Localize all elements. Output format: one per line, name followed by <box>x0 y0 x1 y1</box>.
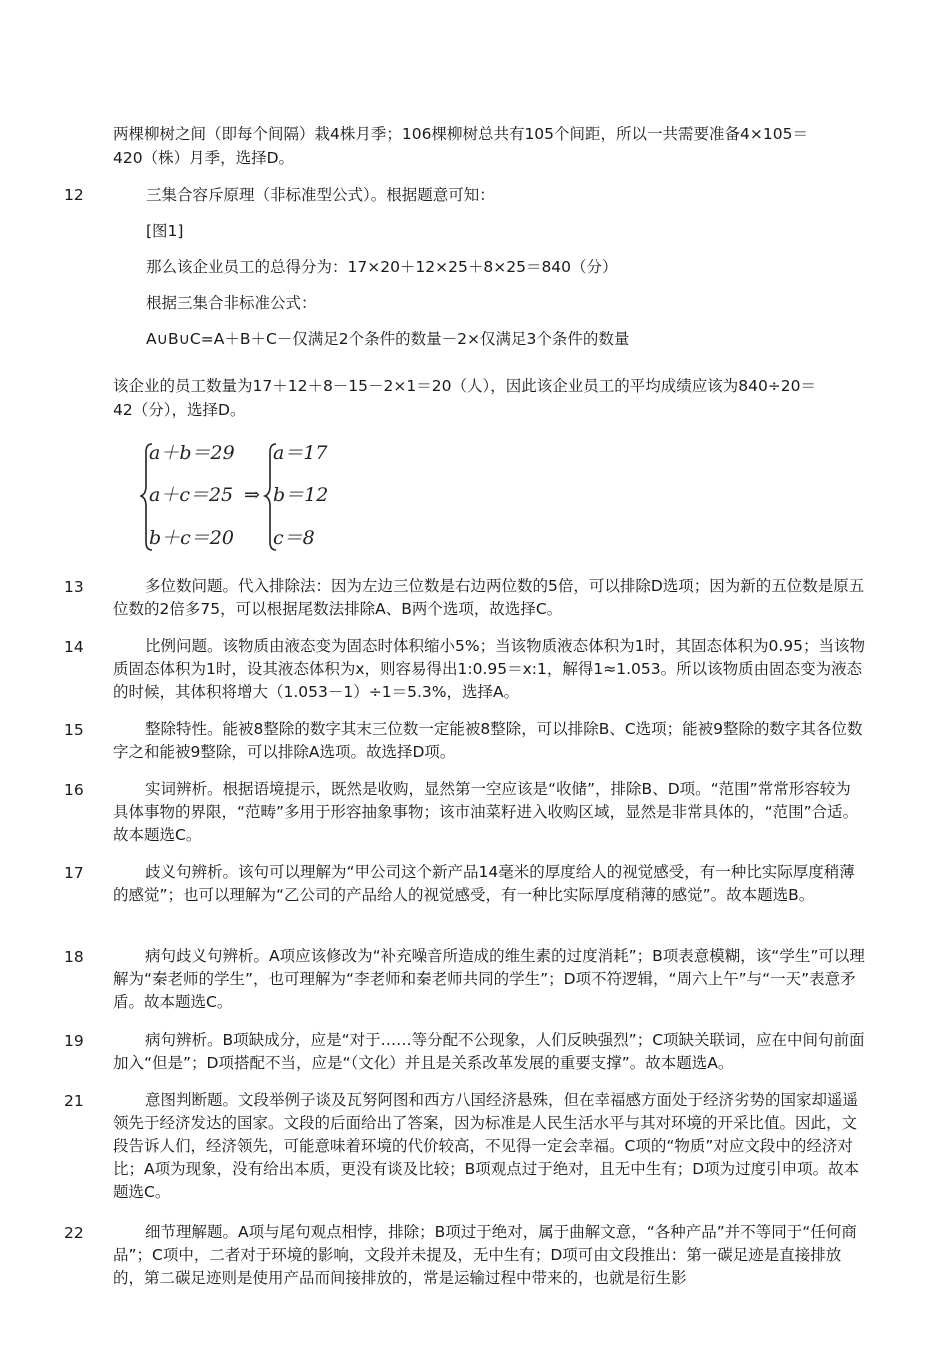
answer-16 <box>113 778 865 847</box>
q12-line-3: 那么该企业员工的总得分为：17×20＋12×25＋8×25＝840（分） <box>146 258 618 276</box>
q12-line-1: 三集合容斥原理（非标准型公式）。根据题意可知： <box>146 186 495 204</box>
question-number-21: 21 <box>64 1092 84 1110</box>
answer-19-text: 病句辨析。B项缺成分，应是“对于……等分配不公现象，人们反映强烈”；C项缺关联词，应在中间句前面加入“但是”；D项搭配不当，应是“（文化）并且是关系改革发展的重要支撑”。故本题选A。 <box>113 1031 865 1072</box>
q12-formula: A∪B∪C=A＋B＋C－仅满足2个条件的数量－2×仅满足3个条件的数量 <box>146 330 630 348</box>
answer-17 <box>113 861 865 907</box>
answer-13-text: 多位数问题。代入排除法：因为左边三位数是右边两位数的5倍，可以排除D选项；因为新的五位数是原五位数的2倍多75，可以根据尾数法排除A、B两个选项，故选择C。 <box>113 577 865 618</box>
answer-14 <box>113 635 865 704</box>
question-number-19: 19 <box>64 1032 84 1050</box>
answer-21 <box>113 1089 865 1204</box>
eq-left-1: a＋b＝29 <box>149 442 235 464</box>
answer-19 <box>113 1029 865 1075</box>
question-number-12: 12 <box>64 186 84 204</box>
eq-left-2: a＋c＝25 <box>149 484 234 506</box>
answer-13 <box>113 575 865 621</box>
answer-15-text: 整除特性。能被8整除的数字其末三位数一定能被8整除，可以排除B、C选项；能被9整除的数字其各位数字之和能被9整除，可以排除A选项。故选择D项。 <box>113 720 863 761</box>
question-number-15: 15 <box>64 721 84 739</box>
q12-line-4: 根据三集合非标准公式： <box>146 294 317 312</box>
answer-22-text: 细节理解题。A项与尾句观点相悖，排除；B项过于绝对，属于曲解文意，“各种产品”并不等同于“任何商品”；C项中，二者对于环境的影响，文段并未提及，无中生有；D项可由文段推出：第一碳足迹是直接排放的，第二碳足迹则是使用产品而间接排放的，常是运输过程中带来的，也就是衍生影 <box>113 1223 857 1287</box>
q12-tail-line-1: 该企业的员工数量为17＋12＋8－15－2×1＝20（人），因此该企业员工的平均成绩应该为840÷20＝ <box>113 377 817 395</box>
equation-system-figure <box>140 438 340 556</box>
answer-15 <box>113 718 865 764</box>
eq-left-3: b＋c＝20 <box>149 527 234 549</box>
question-number-17: 17 <box>64 864 84 882</box>
answer-18-text: 病句歧义句辨析。A项应该修改为“补充噪音所造成的维生素的过度消耗”；B项表意模糊，该“学生”可以理解为“秦老师的学生”，也可理解为“李老师和秦老师共同的学生”；D项不符逻辑，“周六上午”与“一天”表意矛盾。故本题选C。 <box>113 947 865 1011</box>
eq-right-1: a＝17 <box>273 442 328 464</box>
answer-22 <box>113 1221 865 1290</box>
question-number-16: 16 <box>64 781 84 799</box>
answer-16-text: 实词辨析。根据语境提示，既然是收购，显然第一空应该是“收储”，排除B、D项。“范围”常常形容较为具体事物的界限，“范畴”多用于形容抽象事物；该市油菜籽进入收购区域，显然是非常具体的，“范围”合适。故本题选C。 <box>113 780 859 844</box>
eq-right-2: b＝12 <box>273 484 329 506</box>
intro-line-1: 两棵柳树之间（即每个间隔）栽4株月季；106棵柳树总共有105个间距，所以一共需要准备4×105＝ <box>113 125 808 143</box>
q12-tail-line-2: 42（分），选择D。 <box>113 401 246 419</box>
question-number-14: 14 <box>64 638 84 656</box>
answer-14-text: 比例问题。该物质由液态变为固态时体积缩小5%；当该物质液态体积为1时，其固态体积为0.95；当该物质固态体积为1时，设其液态体积为x，则容易得出1:0.95＝x:1，解得1≈1.053。所以该物质由固态变为液态的时候，其体积将增大（1.053－1）÷1＝5.3%，选择A。 <box>113 637 865 701</box>
implies-arrow: ⇒ <box>244 484 260 506</box>
question-number-22: 22 <box>64 1224 84 1242</box>
answer-18 <box>113 945 865 1014</box>
answer-17-text: 歧义句辨析。该句可以理解为“甲公司这个新产品14毫米的厚度给人的视觉感受，有一种比实际厚度稍薄的感觉”；也可以理解为“乙公司的产品给人的视觉感受，有一种比实际厚度稍薄的感觉”。故本题选B。 <box>113 863 855 904</box>
answer-21-text: 意图判断题。文段举例子谈及瓦努阿图和西方八国经济悬殊，但在幸福感方面处于经济劣势的国家却遥遥领先于经济发达的国家。文段的后面给出了答案，因为标准是人民生活水平与其对环境的开采比值。因此，文段告诉人们，经济领先，可能意味着环境的代价较高，不见得一定会幸福。C项的“物质”对应文段中的经济对比；A项为现象，没有给出本质，更没有谈及比较；B项观点过于绝对，且无中生有；D项为过度引申项。故本题选C。 <box>113 1091 860 1201</box>
eq-right-3: c＝8 <box>273 527 315 549</box>
equation-system-svg <box>140 438 340 556</box>
q12-figure-ref: [图1] <box>146 222 184 240</box>
question-number-18: 18 <box>64 948 84 966</box>
question-number-13: 13 <box>64 578 84 596</box>
intro-line-2: 420（株）月季，选择D。 <box>113 149 295 167</box>
